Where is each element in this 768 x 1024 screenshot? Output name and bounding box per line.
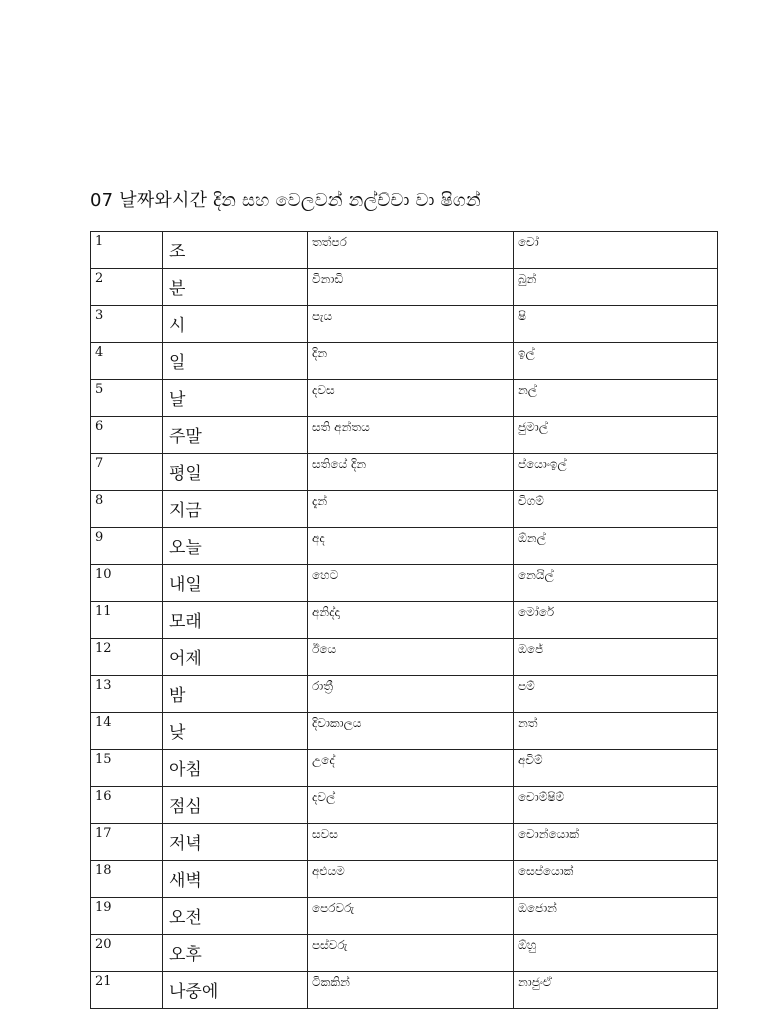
- pronunciation-cell: ෂි: [514, 306, 718, 343]
- sinhala-meaning-cell: දවල්: [308, 787, 514, 824]
- korean-word-cell: 지금: [163, 491, 308, 528]
- sinhala-meaning-cell: සතියේ දින: [308, 454, 514, 491]
- korean-word-cell: 모래: [163, 602, 308, 639]
- sinhala-meaning-cell: දැන්: [308, 491, 514, 528]
- sinhala-meaning-cell: තත්පර: [308, 232, 514, 269]
- table-row: [91, 602, 718, 639]
- sinhala-meaning-cell: අනිද්දා: [308, 602, 514, 639]
- row-number-cell: 15: [91, 750, 163, 787]
- row-number-cell: 16: [91, 787, 163, 824]
- sinhala-meaning-cell: දිවාකාලය: [308, 713, 514, 750]
- table-row: [91, 972, 718, 1009]
- korean-word-cell: 일: [163, 343, 308, 380]
- row-number-cell: 14: [91, 713, 163, 750]
- korean-word-cell: 내일: [163, 565, 308, 602]
- row-number-cell: 6: [91, 417, 163, 454]
- korean-word-cell: 오전: [163, 898, 308, 935]
- page-title: 07 날짜와시간 දින සහ වෙලවන් නල්ච්චා වා ෂිගන්: [90, 190, 481, 211]
- table-row: [91, 861, 718, 898]
- korean-word-cell: 나중에: [163, 972, 308, 1009]
- pronunciation-cell: පම්: [514, 676, 718, 713]
- sinhala-meaning-cell: සවස: [308, 824, 514, 861]
- sinhala-meaning-cell: උදේ: [308, 750, 514, 787]
- row-number-cell: 5: [91, 380, 163, 417]
- sinhala-meaning-cell: දින: [308, 343, 514, 380]
- sinhala-meaning-cell: ටිකකින්: [308, 972, 514, 1009]
- table-row: [91, 750, 718, 787]
- korean-word-cell: 어제: [163, 639, 308, 676]
- sinhala-meaning-cell: අද: [308, 528, 514, 565]
- pronunciation-cell: මෝරේ: [514, 602, 718, 639]
- pronunciation-cell: ප්යොංඉල්: [514, 454, 718, 491]
- table-row: [91, 565, 718, 602]
- pronunciation-cell: නල්: [514, 380, 718, 417]
- korean-word-cell: 아침: [163, 750, 308, 787]
- table-row: [91, 306, 718, 343]
- sinhala-meaning-cell: ඊයෙ: [308, 639, 514, 676]
- pronunciation-cell: ඕහු: [514, 935, 718, 972]
- korean-word-cell: 저녁: [163, 824, 308, 861]
- table-row: [91, 343, 718, 380]
- table-row: [91, 639, 718, 676]
- pronunciation-cell: අචිම්: [514, 750, 718, 787]
- vocabulary-table-body: [91, 232, 718, 1009]
- row-number-cell: 2: [91, 269, 163, 306]
- row-number-cell: 3: [91, 306, 163, 343]
- row-number-cell: 4: [91, 343, 163, 380]
- table-row: [91, 380, 718, 417]
- sinhala-meaning-cell: පස්වරු: [308, 935, 514, 972]
- pronunciation-cell: බුන්: [514, 269, 718, 306]
- korean-word-cell: 오늘: [163, 528, 308, 565]
- table-row: [91, 713, 718, 750]
- row-number-cell: 12: [91, 639, 163, 676]
- sinhala-meaning-cell: සති අන්තය: [308, 417, 514, 454]
- row-number-cell: 17: [91, 824, 163, 861]
- korean-word-cell: 날: [163, 380, 308, 417]
- pronunciation-cell: ඕනල්: [514, 528, 718, 565]
- row-number-cell: 8: [91, 491, 163, 528]
- pronunciation-cell: නත්: [514, 713, 718, 750]
- korean-word-cell: 평일: [163, 454, 308, 491]
- table-row: [91, 676, 718, 713]
- row-number-cell: 10: [91, 565, 163, 602]
- row-number-cell: 7: [91, 454, 163, 491]
- sinhala-meaning-cell: පෙරවරු: [308, 898, 514, 935]
- table-row: [91, 898, 718, 935]
- vocabulary-table: [90, 231, 718, 1009]
- pronunciation-cell: ජුමාල්: [514, 417, 718, 454]
- row-number-cell: 19: [91, 898, 163, 935]
- korean-word-cell: 낮: [163, 713, 308, 750]
- table-row: [91, 232, 718, 269]
- row-number-cell: 11: [91, 602, 163, 639]
- table-row: [91, 454, 718, 491]
- table-row: [91, 935, 718, 972]
- row-number-cell: 18: [91, 861, 163, 898]
- sinhala-meaning-cell: අළුයම: [308, 861, 514, 898]
- korean-word-cell: 밤: [163, 676, 308, 713]
- pronunciation-cell: නෙයිල්: [514, 565, 718, 602]
- sinhala-meaning-cell: විනාඩි: [308, 269, 514, 306]
- row-number-cell: 9: [91, 528, 163, 565]
- korean-word-cell: 점심: [163, 787, 308, 824]
- row-number-cell: 21: [91, 972, 163, 1009]
- korean-word-cell: 오후: [163, 935, 308, 972]
- row-number-cell: 13: [91, 676, 163, 713]
- korean-word-cell: 시: [163, 306, 308, 343]
- korean-word-cell: 새벽: [163, 861, 308, 898]
- pronunciation-cell: නාජුංඒ: [514, 972, 718, 1009]
- pronunciation-cell: චෝ: [514, 232, 718, 269]
- table-row: [91, 824, 718, 861]
- table-row: [91, 528, 718, 565]
- sinhala-meaning-cell: රාත්‍රී: [308, 676, 514, 713]
- pronunciation-cell: චිගම්: [514, 491, 718, 528]
- pronunciation-cell: ඔජේ: [514, 639, 718, 676]
- sinhala-meaning-cell: හෙට: [308, 565, 514, 602]
- table-row: [91, 787, 718, 824]
- korean-word-cell: 주말: [163, 417, 308, 454]
- sinhala-meaning-cell: පැය: [308, 306, 514, 343]
- pronunciation-cell: ඔජොන්: [514, 898, 718, 935]
- pronunciation-cell: චොන්යොක්: [514, 824, 718, 861]
- pronunciation-cell: ඉල්: [514, 343, 718, 380]
- sinhala-meaning-cell: දවස: [308, 380, 514, 417]
- table-row: [91, 491, 718, 528]
- table-row: [91, 417, 718, 454]
- korean-word-cell: 조: [163, 232, 308, 269]
- row-number-cell: 20: [91, 935, 163, 972]
- table-row: [91, 269, 718, 306]
- pronunciation-cell: චොම්ෂිම්: [514, 787, 718, 824]
- row-number-cell: 1: [91, 232, 163, 269]
- pronunciation-cell: සෙප්යොක්: [514, 861, 718, 898]
- korean-word-cell: 분: [163, 269, 308, 306]
